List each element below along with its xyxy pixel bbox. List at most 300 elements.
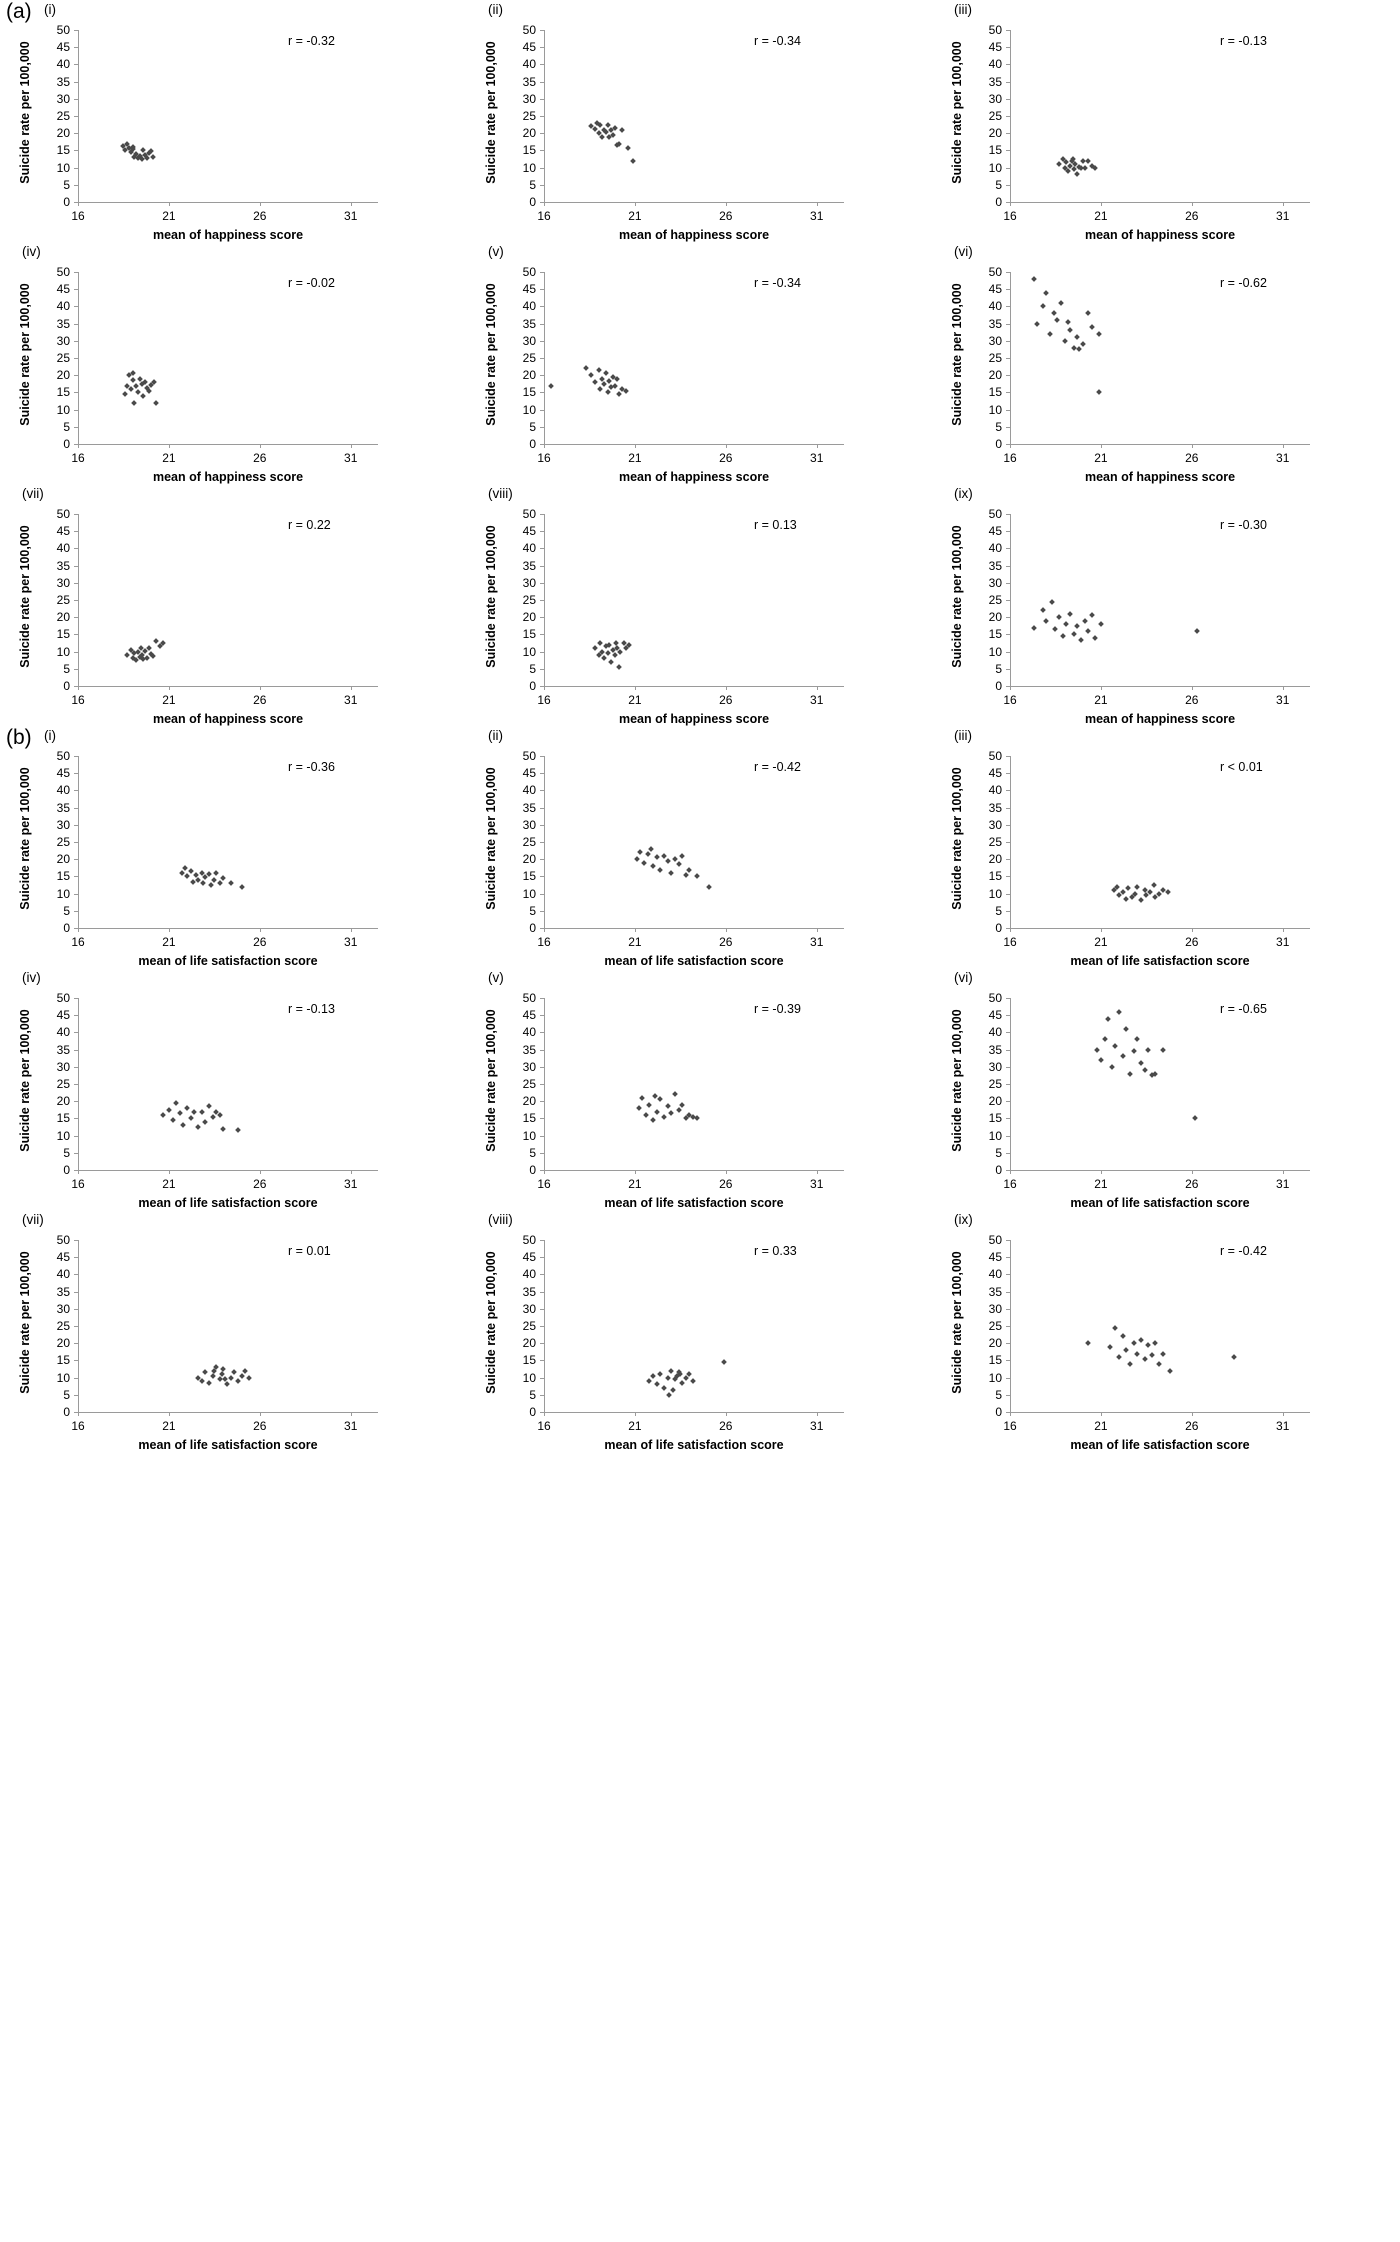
y-tick-label: 15: [988, 143, 1002, 158]
x-tick-mark: [260, 686, 261, 690]
chart-panel: [0, 726, 466, 968]
data-point: [208, 882, 214, 888]
data-point: [1134, 1036, 1140, 1042]
data-point: [1120, 1054, 1126, 1060]
y-tick-label: 5: [529, 419, 536, 434]
x-tick-label: 26: [253, 935, 267, 949]
data-point: [1085, 158, 1091, 164]
data-point: [1098, 621, 1104, 627]
y-tick-label: 40: [988, 299, 1002, 314]
data-point: [707, 884, 713, 890]
data-point: [228, 1375, 234, 1381]
y-tick-label: 0: [995, 437, 1002, 451]
y-tick-label: 40: [56, 1267, 70, 1282]
y-tick-label: 50: [522, 507, 536, 521]
x-axis-line: [78, 928, 378, 929]
correlation-annotation: r = -0.62: [1220, 276, 1267, 290]
data-point: [670, 1387, 676, 1393]
y-tick-label: 45: [56, 1008, 70, 1023]
y-tick-label: 5: [995, 177, 1002, 192]
x-axis-label: mean of happiness score: [618, 712, 770, 726]
y-tick-label: 45: [988, 1008, 1002, 1023]
y-axis-line: [78, 756, 79, 928]
data-point: [128, 386, 134, 392]
y-tick-label: 5: [529, 903, 536, 918]
panel-label: (viii): [488, 486, 513, 501]
y-tick-label: 25: [522, 1077, 536, 1091]
x-tick-mark: [544, 928, 545, 932]
x-tick-mark: [351, 1412, 352, 1416]
data-point: [246, 1375, 252, 1381]
y-tick-label: 35: [522, 74, 536, 89]
data-point: [221, 1126, 227, 1132]
data-point: [239, 884, 245, 890]
y-tick-label: 0: [529, 195, 536, 209]
x-tick-mark: [544, 1412, 545, 1416]
y-tick-label: 50: [56, 507, 70, 521]
x-tick-mark: [817, 202, 818, 206]
data-point: [654, 855, 660, 861]
y-tick-label: 45: [522, 1008, 536, 1023]
data-point: [1153, 1340, 1159, 1346]
data-point: [1105, 1016, 1111, 1022]
panel-label: (vii): [22, 486, 44, 501]
y-axis-line: [544, 756, 545, 928]
y-axis-line: [1010, 998, 1011, 1170]
x-tick-label: 16: [71, 451, 85, 465]
x-tick-label: 26: [253, 693, 267, 707]
y-tick-label: 35: [522, 316, 536, 331]
correlation-annotation: r = 0.22: [288, 518, 331, 532]
x-tick-label: 26: [253, 209, 267, 223]
data-point: [152, 379, 158, 385]
y-tick-label: 35: [56, 74, 70, 89]
x-tick-mark: [78, 202, 79, 206]
panel-label: (i): [44, 2, 56, 17]
data-point: [239, 1373, 245, 1379]
data-point: [1102, 1036, 1108, 1042]
data-point: [1145, 1342, 1151, 1348]
x-tick-label: 16: [1003, 209, 1017, 223]
data-point: [1142, 1356, 1148, 1362]
x-tick-mark: [635, 928, 636, 932]
y-tick-label: 20: [988, 1336, 1002, 1351]
data-point: [181, 1122, 187, 1128]
y-tick-label: 25: [988, 351, 1002, 365]
x-tick-mark: [1101, 202, 1102, 206]
y-tick-label: 30: [988, 817, 1002, 832]
plot-area: [0, 262, 466, 484]
data-point: [1147, 889, 1153, 895]
y-tick-label: 50: [988, 507, 1002, 521]
data-point: [1134, 1351, 1140, 1357]
x-tick-label: 26: [719, 1177, 733, 1191]
x-axis-label: mean of happiness score: [618, 228, 770, 242]
y-tick-label: 0: [529, 921, 536, 935]
x-tick-mark: [260, 928, 261, 932]
y-tick-label: 45: [988, 766, 1002, 781]
plot-area: [466, 746, 932, 968]
data-point: [694, 1116, 700, 1122]
x-tick-mark: [78, 1170, 79, 1174]
x-tick-label: 16: [71, 209, 85, 223]
x-axis-line: [78, 444, 378, 445]
data-point: [1134, 884, 1140, 890]
y-tick-label: 45: [522, 524, 536, 539]
data-point: [1156, 1361, 1162, 1367]
chart-panel: [466, 968, 932, 1210]
x-tick-mark: [1010, 1412, 1011, 1416]
y-axis-label: Suicide rate per 100,000: [484, 525, 498, 668]
x-axis-line: [78, 1412, 378, 1413]
y-tick-label: 0: [995, 1405, 1002, 1419]
data-point: [202, 1119, 208, 1125]
x-tick-mark: [169, 444, 170, 448]
data-point: [654, 1109, 660, 1115]
y-tick-label: 40: [56, 783, 70, 798]
data-point: [184, 1105, 190, 1111]
x-tick-mark: [169, 928, 170, 932]
y-tick-label: 35: [56, 316, 70, 331]
correlation-annotation: r = -0.36: [288, 760, 335, 774]
y-axis-label: Suicide rate per 100,000: [950, 283, 964, 426]
data-point: [1142, 1067, 1148, 1073]
data-point: [1085, 310, 1091, 316]
x-tick-label: 16: [71, 693, 85, 707]
data-point: [1040, 607, 1046, 613]
data-point: [672, 856, 678, 862]
y-tick-label: 40: [522, 1025, 536, 1040]
data-point: [1107, 1344, 1113, 1350]
correlation-annotation: r = 0.33: [754, 1244, 797, 1258]
data-point: [623, 388, 629, 394]
x-tick-label: 21: [628, 451, 642, 465]
y-tick-label: 40: [988, 541, 1002, 556]
plot-area: [466, 988, 932, 1210]
x-tick-mark: [351, 686, 352, 690]
y-tick-label: 25: [56, 593, 70, 607]
y-tick-label: 50: [56, 265, 70, 279]
y-tick-label: 20: [522, 1094, 536, 1109]
x-tick-mark: [635, 1412, 636, 1416]
y-tick-label: 0: [529, 437, 536, 451]
data-point: [1074, 335, 1080, 341]
plot-area: [932, 988, 1398, 1210]
data-point: [146, 388, 152, 394]
y-tick-label: 30: [56, 333, 70, 348]
x-axis-line: [1010, 444, 1310, 445]
panel-group: [0, 726, 1400, 1452]
x-tick-label: 26: [1185, 693, 1199, 707]
x-tick-label: 31: [810, 693, 824, 707]
x-axis-line: [1010, 928, 1310, 929]
data-point: [206, 871, 212, 877]
data-point: [661, 1114, 667, 1120]
data-point: [592, 379, 598, 385]
y-tick-label: 35: [988, 1042, 1002, 1057]
y-tick-label: 45: [56, 1250, 70, 1265]
data-point: [658, 1097, 664, 1103]
data-point: [1089, 324, 1095, 330]
data-point: [661, 853, 667, 859]
data-point: [548, 383, 554, 389]
y-tick-label: 45: [56, 766, 70, 781]
data-point: [235, 1378, 241, 1384]
y-tick-label: 15: [56, 143, 70, 158]
x-tick-label: 31: [1276, 935, 1290, 949]
panel-label: (v): [488, 970, 504, 985]
data-point: [1127, 1071, 1133, 1077]
data-point: [177, 1110, 183, 1116]
data-point: [694, 874, 700, 880]
y-tick-label: 15: [988, 869, 1002, 884]
y-axis-line: [1010, 756, 1011, 928]
y-axis-label: Suicide rate per 100,000: [484, 41, 498, 184]
y-tick-label: 40: [988, 1267, 1002, 1282]
data-point: [1031, 625, 1037, 631]
data-point: [1124, 1026, 1130, 1032]
y-tick-label: 30: [56, 91, 70, 106]
x-tick-label: 16: [1003, 451, 1017, 465]
plot-area: [466, 262, 932, 484]
data-point: [647, 1102, 653, 1108]
correlation-annotation: r = -0.65: [1220, 1002, 1267, 1016]
y-tick-label: 5: [63, 419, 70, 434]
y-tick-label: 25: [56, 351, 70, 365]
data-point: [161, 640, 167, 646]
x-tick-mark: [1101, 1170, 1102, 1174]
x-tick-label: 26: [1185, 209, 1199, 223]
x-tick-mark: [544, 444, 545, 448]
data-point: [1031, 276, 1037, 282]
y-tick-label: 15: [522, 385, 536, 400]
x-tick-mark: [726, 1412, 727, 1416]
data-point: [1138, 1337, 1144, 1343]
x-tick-label: 31: [344, 1177, 358, 1191]
data-point: [202, 1370, 208, 1376]
y-tick-label: 30: [56, 1059, 70, 1074]
x-tick-mark: [78, 444, 79, 448]
x-axis-line: [1010, 1170, 1310, 1171]
y-tick-label: 35: [988, 316, 1002, 331]
panel-label: (vi): [954, 970, 973, 985]
x-tick-mark: [169, 1170, 170, 1174]
x-tick-label: 16: [71, 935, 85, 949]
data-point: [630, 158, 636, 164]
data-point: [1138, 898, 1144, 904]
y-tick-label: 25: [522, 835, 536, 849]
y-tick-label: 5: [995, 661, 1002, 676]
data-point: [650, 1117, 656, 1123]
data-point: [639, 1095, 645, 1101]
x-tick-mark: [1101, 928, 1102, 932]
y-tick-label: 45: [988, 282, 1002, 297]
data-point: [1167, 1368, 1173, 1374]
data-point: [599, 134, 605, 140]
x-tick-label: 31: [344, 935, 358, 949]
x-tick-label: 21: [1094, 451, 1108, 465]
data-point: [668, 1368, 674, 1374]
data-point: [1047, 331, 1053, 337]
data-point: [1124, 1347, 1130, 1353]
data-point: [1054, 317, 1060, 323]
y-tick-label: 50: [988, 23, 1002, 37]
x-tick-label: 16: [1003, 1177, 1017, 1191]
data-point: [1116, 1354, 1122, 1360]
y-tick-label: 50: [56, 23, 70, 37]
x-tick-label: 21: [628, 1177, 642, 1191]
y-tick-label: 5: [63, 903, 70, 918]
y-tick-label: 30: [522, 91, 536, 106]
data-point: [1109, 1064, 1115, 1070]
y-tick-label: 10: [988, 160, 1002, 175]
data-point: [610, 132, 616, 138]
y-tick-label: 35: [522, 558, 536, 573]
x-tick-label: 26: [1185, 451, 1199, 465]
y-tick-label: 15: [522, 143, 536, 158]
y-tick-label: 30: [522, 1059, 536, 1074]
data-point: [650, 863, 656, 869]
y-tick-label: 35: [988, 74, 1002, 89]
data-point: [199, 1109, 205, 1115]
y-tick-label: 10: [988, 644, 1002, 659]
correlation-annotation: r = -0.13: [1220, 34, 1267, 48]
data-point: [608, 659, 614, 665]
x-axis-label: mean of life satisfaction score: [604, 1196, 784, 1210]
y-axis-label: Suicide rate per 100,000: [950, 41, 964, 184]
x-tick-mark: [260, 1412, 261, 1416]
x-tick-mark: [1192, 928, 1193, 932]
data-point: [1065, 319, 1071, 325]
data-point: [1131, 1048, 1137, 1054]
y-axis-line: [1010, 514, 1011, 686]
y-tick-label: 10: [988, 886, 1002, 901]
plot-area: [932, 262, 1398, 484]
data-point: [1074, 623, 1080, 629]
y-tick-label: 15: [56, 1111, 70, 1126]
data-point: [1085, 628, 1091, 634]
y-tick-label: 45: [522, 766, 536, 781]
data-point: [1125, 886, 1131, 892]
chart-panel: [0, 0, 466, 242]
y-tick-label: 0: [63, 679, 70, 693]
x-axis-label: mean of happiness score: [152, 712, 304, 726]
plot-area: [0, 746, 466, 968]
y-tick-label: 10: [56, 1128, 70, 1143]
x-tick-label: 21: [628, 1419, 642, 1433]
x-axis-label: mean of happiness score: [618, 470, 770, 484]
data-point: [221, 875, 227, 881]
data-point: [654, 1382, 660, 1388]
y-tick-label: 35: [56, 558, 70, 573]
x-tick-label: 21: [162, 209, 176, 223]
y-tick-label: 45: [522, 40, 536, 55]
data-point: [153, 400, 159, 406]
data-point: [676, 1107, 682, 1113]
y-tick-label: 15: [988, 627, 1002, 642]
y-tick-label: 30: [522, 333, 536, 348]
x-tick-label: 26: [719, 1419, 733, 1433]
y-tick-label: 30: [988, 333, 1002, 348]
data-point: [1076, 347, 1082, 353]
y-tick-label: 5: [63, 1145, 70, 1160]
data-point: [1056, 614, 1062, 620]
data-point: [199, 1378, 205, 1384]
chart-panel: [466, 484, 932, 726]
data-point: [650, 1373, 656, 1379]
data-point: [612, 652, 618, 658]
y-tick-label: 30: [988, 91, 1002, 106]
x-tick-label: 16: [537, 209, 551, 223]
data-point: [1194, 628, 1200, 634]
x-tick-mark: [351, 928, 352, 932]
y-tick-label: 0: [529, 1405, 536, 1419]
correlation-annotation: r = -0.42: [1220, 1244, 1267, 1258]
x-tick-label: 16: [1003, 935, 1017, 949]
y-tick-label: 20: [522, 852, 536, 867]
x-tick-mark: [1283, 444, 1284, 448]
x-tick-mark: [635, 444, 636, 448]
correlation-annotation: r = -0.13: [288, 1002, 335, 1016]
y-axis-line: [1010, 1240, 1011, 1412]
x-axis-label: mean of life satisfaction score: [138, 1438, 318, 1452]
x-tick-label: 21: [1094, 693, 1108, 707]
x-tick-label: 31: [810, 1177, 824, 1191]
plot-area: [0, 504, 466, 726]
data-point: [1231, 1354, 1237, 1360]
data-point: [1131, 1340, 1137, 1346]
x-tick-label: 21: [162, 1177, 176, 1191]
data-point: [206, 1380, 212, 1386]
data-point: [1089, 613, 1095, 619]
data-point: [667, 1392, 673, 1398]
data-point: [598, 386, 604, 392]
y-tick-label: 10: [56, 160, 70, 175]
data-point: [210, 1114, 216, 1120]
x-tick-label: 16: [1003, 1419, 1017, 1433]
data-point: [217, 1112, 223, 1118]
x-axis-label: mean of life satisfaction score: [138, 1196, 318, 1210]
x-tick-mark: [1010, 928, 1011, 932]
x-tick-mark: [169, 686, 170, 690]
data-point: [645, 851, 651, 857]
data-point: [683, 872, 689, 878]
correlation-annotation: r = -0.34: [754, 34, 801, 48]
y-tick-label: 0: [63, 1163, 70, 1177]
data-point: [648, 846, 654, 852]
y-tick-label: 15: [56, 869, 70, 884]
x-tick-label: 21: [628, 693, 642, 707]
panel-label: (ix): [954, 1212, 973, 1227]
y-axis-label: Suicide rate per 100,000: [18, 1009, 32, 1152]
y-tick-label: 35: [988, 800, 1002, 815]
correlation-annotation: r = 0.01: [288, 1244, 331, 1258]
y-tick-label: 25: [988, 109, 1002, 123]
x-tick-label: 31: [810, 1419, 824, 1433]
x-tick-label: 21: [1094, 935, 1108, 949]
data-point: [242, 1368, 248, 1374]
data-point: [206, 1104, 212, 1110]
y-tick-label: 45: [988, 1250, 1002, 1265]
x-tick-mark: [544, 1170, 545, 1174]
data-point: [122, 391, 128, 397]
data-point: [133, 383, 139, 389]
group-label: (b): [6, 726, 32, 749]
x-tick-mark: [1283, 1170, 1284, 1174]
y-tick-label: 50: [988, 1233, 1002, 1247]
x-tick-mark: [1283, 928, 1284, 932]
y-tick-label: 10: [522, 402, 536, 417]
